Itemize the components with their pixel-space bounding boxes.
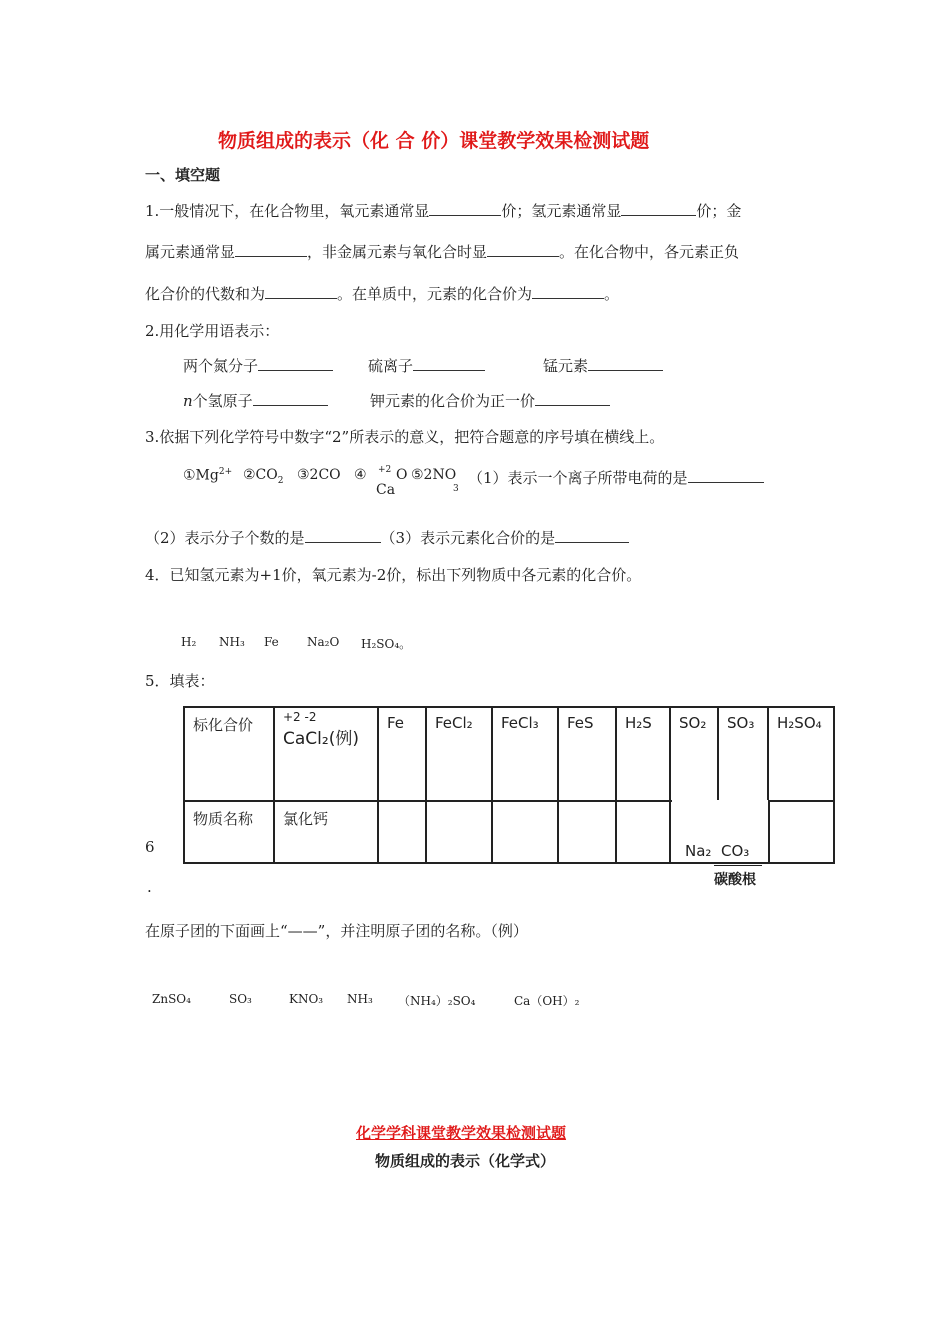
answer-blank[interactable]	[555, 528, 629, 543]
table-cell: SO₃	[718, 707, 768, 801]
radical-underline	[714, 865, 762, 866]
question-5-stem: 5．填表：	[145, 672, 215, 690]
answer-blank[interactable]	[688, 468, 764, 483]
question-6-number: 6	[145, 838, 155, 856]
question-6-stem: 在原子团的下面画上“——”，并注明原子团的名称。（例）	[145, 922, 528, 940]
q4-formula: H₂	[181, 635, 197, 649]
answer-cell[interactable]	[378, 801, 426, 863]
q4-formula: NH₃	[219, 635, 245, 649]
question-1-line-2	[145, 241, 739, 262]
q3-parts-2-3	[145, 527, 629, 548]
superscript: 2+	[218, 467, 233, 477]
q6-formula: ZnSO₄	[152, 992, 191, 1006]
table-cell: SO₂	[670, 707, 718, 801]
question-3-stem: 3.依据下列化学符号中数字“2”所表示的意义，把符合题意的序号填在横线上。	[145, 428, 665, 446]
q3-label: （1）表示一个离子所带电荷的是	[468, 469, 688, 487]
table-cell: FeCl₂	[426, 707, 492, 801]
q1-text: 属元素通常显	[145, 243, 236, 261]
table-cell: H₂SO₄	[768, 707, 834, 801]
q1-text: 。在单质中，元素的化合价为	[337, 285, 533, 303]
table-cell: H₂S	[616, 707, 670, 801]
q3-symbol: ⑤2NO	[411, 467, 457, 483]
q3-symbols	[183, 467, 232, 484]
q3-label: （2）表示分子个数的是	[145, 529, 305, 547]
q1-text: 价；氢元素通常显	[501, 202, 622, 220]
answer-blank[interactable]	[429, 201, 501, 216]
question-2-stem: 2.用化学用语表示：	[145, 322, 280, 340]
q3-symbol: ③2CO	[297, 467, 341, 483]
example-radical: CO₃	[721, 842, 750, 860]
answer-blank[interactable]	[235, 242, 307, 257]
example-radical-name: 碳酸根	[714, 872, 756, 888]
answer-cell[interactable]	[558, 801, 616, 863]
answer-blank[interactable]	[535, 391, 610, 406]
q4-formula: Fe	[264, 635, 279, 649]
table-cell: Fe	[378, 707, 426, 801]
question-6-dot: .	[147, 878, 152, 896]
table-cell: FeCl₃	[492, 707, 558, 801]
question-1-line-1	[145, 200, 741, 221]
valence-mark: +2	[378, 465, 392, 475]
page-title: 物质组成的表示（化 合 价）课堂教学效果检测试题	[218, 130, 650, 152]
symbol: ②CO	[243, 467, 278, 483]
table-cell: 氯化钙	[274, 801, 378, 863]
table-cell: FeS	[558, 707, 616, 801]
q2-item	[183, 390, 328, 411]
answer-blank[interactable]	[413, 356, 485, 371]
question-4-stem: 4．已知氢元素为+1价，氧元素为-2价，标出下列物质中各元素的化合价。	[145, 566, 642, 584]
example-valence: +2 -2	[283, 710, 317, 724]
footer-subtitle: 物质组成的表示（化学式）	[375, 1152, 556, 1170]
table-divider	[768, 800, 770, 864]
answer-blank[interactable]	[621, 201, 696, 216]
q2-label: 个氢原子	[192, 392, 253, 410]
q2-item	[368, 355, 485, 376]
q6-formula: （NH₄）₂SO₄	[398, 994, 476, 1008]
section-heading: 一、填空题	[145, 166, 221, 184]
answer-blank[interactable]	[487, 242, 559, 257]
q3-symbol: ④	[354, 467, 367, 483]
answer-blank[interactable]	[305, 528, 381, 543]
symbol: ①Mg	[183, 467, 219, 484]
q1-text: 。	[604, 285, 620, 303]
q6-formula: KNO₃	[289, 992, 324, 1006]
q6-formula: SO₃	[229, 992, 252, 1006]
table-header: 标化合价	[184, 707, 274, 801]
answer-blank[interactable]	[588, 356, 663, 371]
example-cell	[274, 707, 378, 801]
q3-symbol: O	[396, 467, 408, 483]
q2-label: 锰元素	[543, 357, 589, 375]
q3-label: （3）表示元素化合价的是	[380, 529, 556, 547]
answer-cell[interactable]	[616, 801, 670, 863]
answer-cell[interactable]	[768, 801, 834, 863]
q2-label: 硫离子	[368, 357, 414, 375]
q2-variable: n	[183, 392, 193, 410]
q2-label: 钾元素的化合价为正一价	[370, 392, 536, 410]
q3-symbol: Ca	[376, 482, 396, 498]
answer-blank[interactable]	[253, 391, 328, 406]
q2-label: 两个氮分子	[183, 357, 259, 375]
question-1-line-3	[145, 283, 619, 304]
example-na: Na₂	[685, 842, 712, 860]
q2-item	[183, 355, 333, 376]
q4-formula: Na₂O	[307, 635, 340, 649]
subscript: 3	[453, 484, 459, 494]
q6-formula: Ca（OH）₂	[514, 994, 580, 1008]
example-formula: CaCl₂(例)	[283, 729, 359, 749]
q1-text: 。在化合物中，各元素正负	[559, 243, 740, 261]
q3-symbols	[243, 467, 283, 486]
answer-blank[interactable]	[532, 284, 604, 299]
table-header: 物质名称	[184, 801, 274, 863]
q4-formula: H₂SO₄。	[361, 637, 412, 651]
answer-blank[interactable]	[258, 356, 333, 371]
q2-item	[543, 355, 663, 376]
q1-text: 价；金	[696, 202, 742, 220]
q2-item	[370, 390, 610, 411]
answer-blank[interactable]	[265, 284, 337, 299]
q1-text: 1.一般情况下，在化合物里，氧元素通常显	[145, 202, 430, 220]
answer-cell[interactable]	[426, 801, 492, 863]
q3-part-1	[468, 467, 764, 488]
q1-text: ，非金属元素与氧化合时显	[307, 243, 488, 261]
answer-cell[interactable]	[492, 801, 558, 863]
q6-formula: NH₃	[347, 992, 373, 1006]
q1-text: 化合价的代数和为	[145, 285, 266, 303]
subscript: 2	[277, 475, 284, 486]
footer-title: 化学学科课堂教学效果检测试题	[356, 1124, 567, 1142]
